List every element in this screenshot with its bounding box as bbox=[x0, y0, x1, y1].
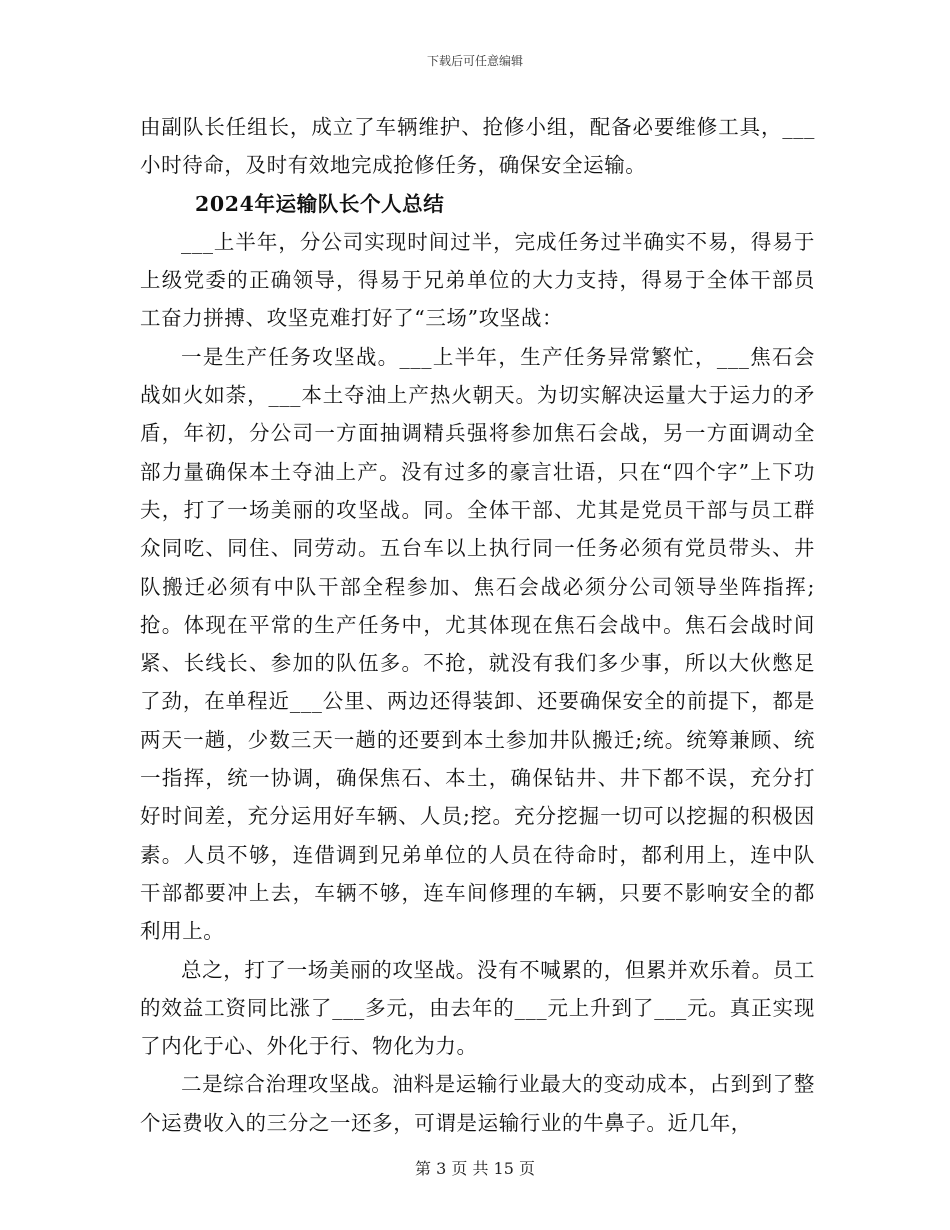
paragraph-production-battle: 一是生产任务攻坚战。___上半年，生产任务异常繁忙，___焦石会战如火如荼，___本土夺油上产热火朝天。为切实解决运量大于运力的矛盾，年初，分公司一方面抽调精兵强将参加焦石会战，另一方面调动全部力量确保本土夺油上产。没有过多的豪言壮语，只在“四个字”上下功夫，打了一场美丽的攻坚战。同。全体干部、尤其是党员干部与员工群众同吃、同住、同劳动。五台车以上执行同一任务必须有党员带头、井队搬迁必须有中队干部全程参加、焦石会战必须分公司领导坐阵指挥;抢。体现在平常的生产任务中，尤其体现在焦石会战中。焦石会战时间紧、长线长、参加的队伍多。不抢，就没有我们多少事，所以大伙憋足了劲，在单程近___公里、两边还得装卸、还要确保安全的前提下，都是两天一趟，少数三天一趟的还要到本土参加井队搬迁;统。统筹兼顾、统一指挥，统一协调，确保焦石、本土，确保钻井、井下都不误，充分打好时间差，充分运用好车辆、人员;挖。充分挖掘一切可以挖掘的积极因素。人员不够，连借调到兄弟单位的人员在待命时，都利用上，连中队干部都要冲上去，车辆不够，连车间修理的车辆，只要不影响安全的都利用上。 bbox=[140, 344, 815, 944]
page-number: 第 3 页 共 15 页 bbox=[415, 1159, 535, 1178]
document-title: 2024年运输队长个人总结 bbox=[195, 191, 445, 216]
document-body bbox=[140, 108, 815, 1142]
paragraph-governance-battle: 二是综合治理攻坚战。油料是运输行业最大的变动成本，占到到了整个运费收入的三分之一还多，可谓是运输行业的牛鼻子。近几年， bbox=[140, 1072, 815, 1135]
page-header-note: 下载后可任意编辑 bbox=[426, 54, 523, 68]
paragraph-summary: 总之，打了一场美丽的攻坚战。没有不喊累的，但累并欢乐着。员工的效益工资同比涨了___多元，由去年的___元上升到了___元。真正实现了内化于心、外化于行、物化为力。 bbox=[140, 957, 815, 1059]
continuation-paragraph: 由副队长任组长，成立了车辆维护、抢修小组，配备必要维修工具，___小时待命，及时有效地完成抢修任务，确保安全运输。 bbox=[140, 115, 815, 178]
paragraph-intro: ___上半年，分公司实现时间过半，完成任务过半确实不易，得易于上级党委的正确领导，得易于兄弟单位的大力支持，得易于全体干部员工奋力拼搏、攻坚克难打好了“三场”攻坚战： bbox=[140, 229, 815, 331]
